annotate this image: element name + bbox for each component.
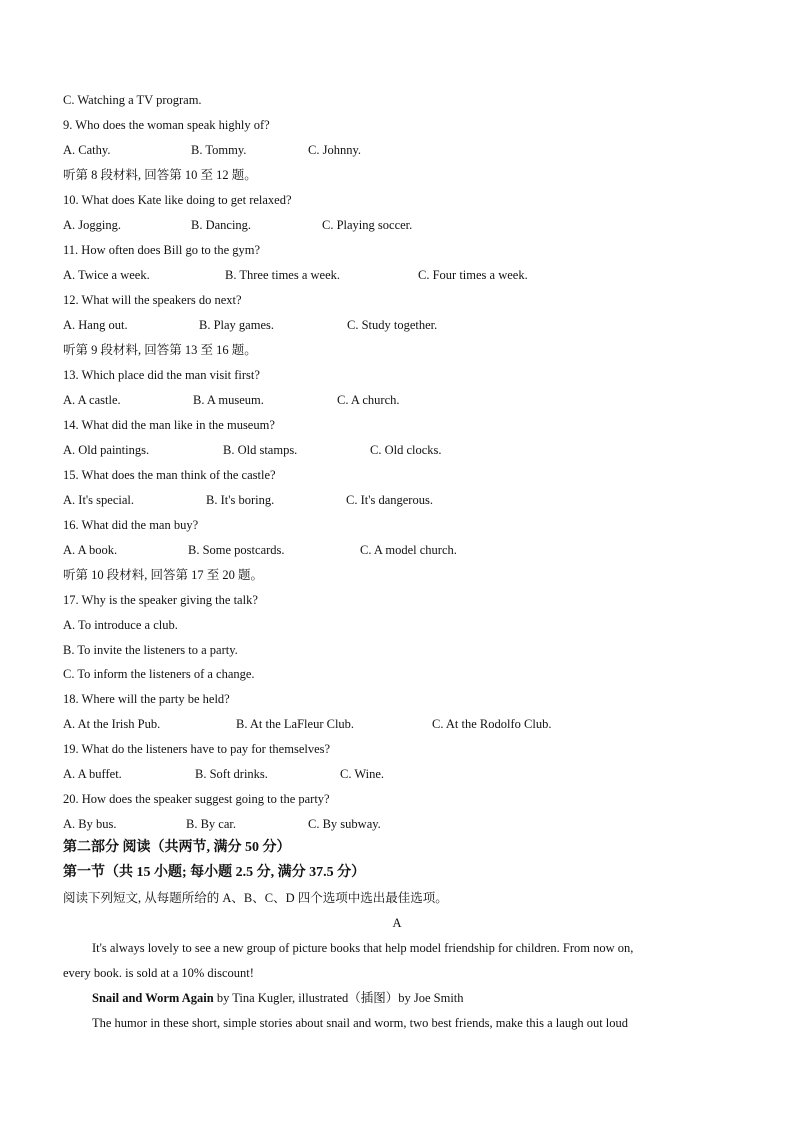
option-a: A. Old paintings. [63, 443, 150, 457]
passage-label: A [392, 916, 402, 930]
paragraph-line: The humor in these short, simple stories about snail and worm, two best friends, make this a laugh out loud [92, 1016, 629, 1030]
option-b: B. At the LaFleur Club. [236, 717, 355, 731]
paragraph-line: It's always lovely to see a new group of picture books that help model friendship for children. From now on, [92, 941, 634, 955]
option-c: C. Playing soccer. [322, 218, 413, 232]
section-instruction-10: 听第 10 段材料, 回答第 17 至 20 题。 [63, 568, 264, 582]
option-b: B. Three times a week. [225, 268, 341, 282]
option-b: B. A museum. [193, 393, 264, 407]
option-b: B. It's boring. [206, 493, 275, 507]
option-b: B. Tommy. [191, 143, 247, 157]
option-b: B. Soft drinks. [195, 767, 268, 781]
option-c: C. A church. [337, 393, 400, 407]
option-b: B. By car. [186, 817, 236, 831]
part-heading: 第二部分 阅读（共两节, 满分 50 分） [63, 840, 291, 855]
section-instruction-9: 听第 9 段材料, 回答第 13 至 16 题。 [63, 343, 257, 357]
section-heading: 第一节（共 15 小题; 每小题 2.5 分, 满分 37.5 分） [63, 865, 366, 880]
question-17: 17. Why is the speaker giving the talk? [63, 593, 258, 607]
options-12 [63, 317, 763, 333]
question-10: 10. What does Kate like doing to get relaxed? [63, 193, 292, 207]
option-a: A. It's special. [63, 493, 134, 507]
paragraph-line: every book. is sold at a 10% discount! [63, 966, 254, 980]
option-c: C. At the Rodolfo Club. [432, 717, 552, 731]
question-16: 16. What did the man buy? [63, 518, 199, 532]
option-c: C. Study together. [347, 318, 438, 332]
book-title: Snail and Worm Again [92, 991, 214, 1005]
option-line: C. Watching a TV program. [63, 93, 202, 107]
options-15 [63, 492, 763, 508]
option-b: B. Old stamps. [223, 443, 298, 457]
option-a: A. Hang out. [63, 318, 128, 332]
option-c: C. Old clocks. [370, 443, 442, 457]
option-b: B. Dancing. [191, 218, 252, 232]
option-a: A. A castle. [63, 393, 121, 407]
option-a: A. Cathy. [63, 143, 111, 157]
option-b: B. Some postcards. [188, 543, 285, 557]
question-14: 14. What did the man like in the museum? [63, 418, 275, 432]
options-20 [63, 816, 763, 832]
option-a: A. A buffet. [63, 767, 122, 781]
option-a: A. By bus. [63, 817, 117, 831]
option-c: C. It's dangerous. [346, 493, 433, 507]
option-c: C. By subway. [308, 817, 381, 831]
options-18 [63, 716, 763, 732]
question-12: 12. What will the speakers do next? [63, 293, 242, 307]
options-19 [63, 766, 763, 782]
options-13 [63, 392, 763, 408]
option-c: C. Johnny. [308, 143, 362, 157]
options-11 [63, 267, 763, 283]
options-14 [63, 442, 763, 458]
options-10 [63, 217, 763, 233]
question-11: 11. How often does Bill go to the gym? [63, 243, 261, 257]
options-9 [63, 142, 763, 158]
section-instruction-8: 听第 8 段材料, 回答第 10 至 12 题。 [63, 168, 257, 182]
option-b: B. Play games. [199, 318, 274, 332]
book-entry [92, 990, 464, 1006]
question-13: 13. Which place did the man visit first? [63, 368, 260, 382]
option-c: C. To inform the listeners of a change. [63, 667, 255, 681]
question-9: 9. Who does the woman speak highly of? [63, 118, 270, 132]
option-b: B. To invite the listeners to a party. [63, 643, 238, 657]
option-a: A. To introduce a club. [63, 618, 178, 632]
question-15: 15. What does the man think of the castle? [63, 468, 276, 482]
question-20: 20. How does the speaker suggest going to the party? [63, 792, 330, 806]
option-a: A. A book. [63, 543, 118, 557]
option-c: C. Wine. [340, 767, 385, 781]
options-16 [63, 542, 763, 558]
question-19: 19. What do the listeners have to pay for themselves? [63, 742, 331, 756]
question-18: 18. Where will the party be held? [63, 692, 230, 706]
option-a: A. Twice a week. [63, 268, 150, 282]
option-c: C. Four times a week. [418, 268, 528, 282]
option-a: A. Jogging. [63, 218, 121, 232]
option-c: C. A model church. [360, 543, 457, 557]
reading-instruction: 阅读下列短文, 从每题所给的 A、B、C、D 四个选项中选出最佳选项。 [63, 891, 448, 905]
book-credit: by Tina Kugler, illustrated（插图）by Joe Smith [213, 991, 464, 1005]
option-a: A. At the Irish Pub. [63, 717, 161, 731]
